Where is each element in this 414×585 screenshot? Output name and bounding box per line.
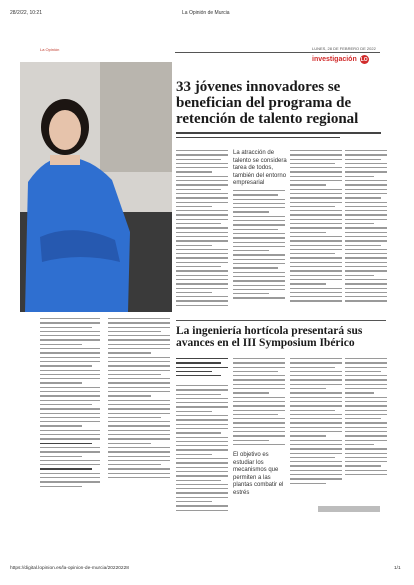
article1-col2 (233, 190, 285, 302)
article1-title-line3: retención de talento regional (176, 110, 359, 127)
article1-title (176, 80, 386, 127)
print-datetime: 28/2/22, 10:21 (10, 10, 42, 16)
article2-title-line2: avances en el III Symposium Ibérico (176, 337, 355, 350)
section-badge: LO (360, 56, 368, 63)
article1-pull-quote: La atracción de talento se considera tarea de todos, también del entorno empresarial (233, 150, 287, 186)
portrait-photo (20, 62, 172, 312)
footer-url[interactable]: https://digital.lopinion.es/la-opinion-de-murcia/20220228 (10, 566, 129, 571)
article2-col4 (345, 358, 387, 478)
print-publication: La Opinión de Murcia (182, 10, 230, 16)
article2-col2 (233, 358, 285, 448)
footer-logo (318, 506, 380, 512)
article2-pull-quote: El objetivo es estudiar los mecanismos que permiten a las plantas combatir el estrés (233, 452, 284, 496)
header-rule (175, 52, 380, 53)
article1-col4 (345, 150, 387, 305)
section-left-label: La Opinión (40, 47, 60, 52)
article1-col5 (40, 318, 100, 490)
article1-col3 (290, 150, 342, 305)
article2-title (176, 325, 388, 349)
section-tag (312, 55, 369, 64)
article1-col1 (176, 150, 228, 309)
article2-col1 (176, 385, 228, 514)
article1-col6 (108, 318, 170, 481)
portrait-illustration (20, 62, 172, 312)
article2-rule (176, 320, 386, 321)
footer-page: 1/1 (394, 566, 401, 571)
article2-intro (176, 358, 228, 379)
article1-subhead (176, 132, 381, 141)
article2-col3 (290, 358, 342, 487)
date-right: LUNES, 28 DE FEBRERO DE 2022 (312, 46, 376, 51)
section-label: investigación (312, 56, 357, 63)
article1-title-line2: benefician del programa de (176, 94, 352, 111)
article1-title-line1: 33 jóvenes innovadores se (176, 79, 341, 95)
article2-title-line1: La ingeniería hortícola presentará sus (176, 325, 363, 337)
